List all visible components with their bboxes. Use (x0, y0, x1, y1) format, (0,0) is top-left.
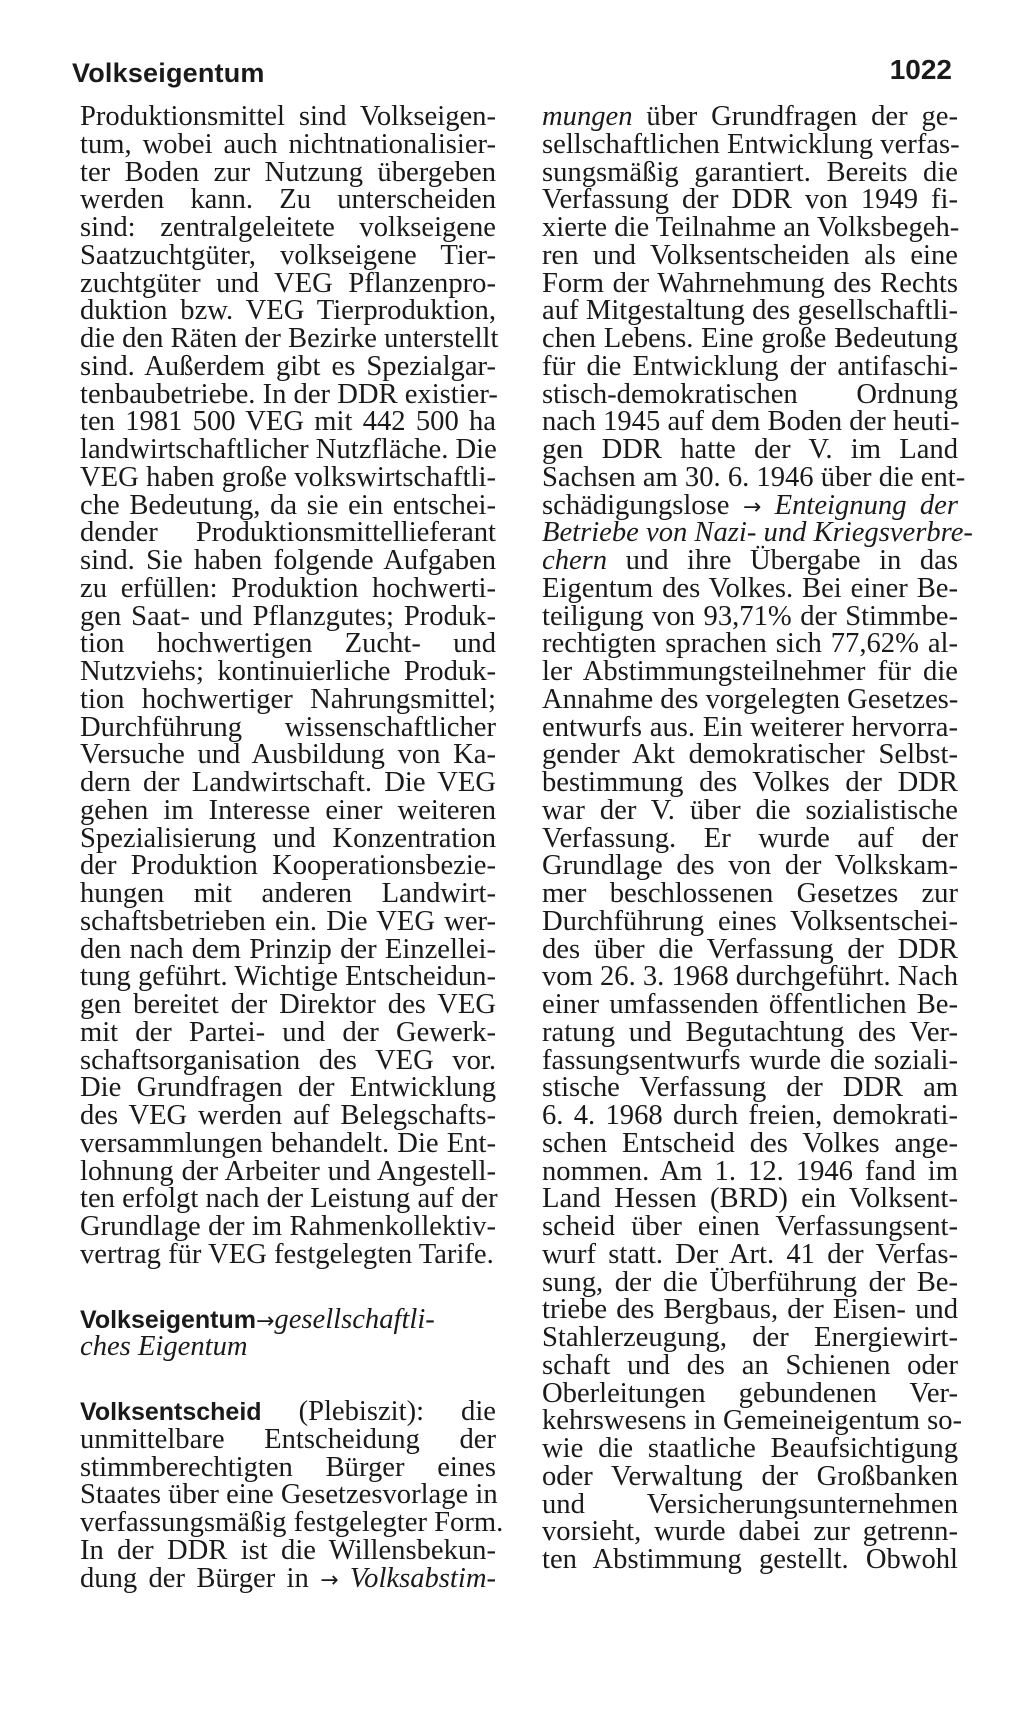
entry-gap (80, 1269, 496, 1306)
text-line: gehen im Interesse einer weiteren (80, 794, 496, 826)
text-line: teiligung von 93,71% der Stimmbe- (542, 600, 958, 632)
text-line: chen Lebens. Eine große Bedeutung (542, 323, 958, 354)
text-line: Versuche und Ausbildung von Ka- (80, 739, 496, 771)
left-column (80, 101, 504, 1594)
text-line: vorsieht, wurde dabei zur getrenn- (542, 1516, 958, 1548)
text-line: ten 1981 500 VEG mit 442 500 ha (80, 406, 496, 438)
headword: Volksentscheid (80, 1398, 262, 1426)
definition-text: dung der Bürger in (80, 1562, 321, 1594)
text-line: ren und Volksentscheiden als eine (542, 239, 958, 271)
text-line: dern der Landwirtschaft. Die VEG (80, 767, 496, 798)
cross-reference: gesellschaftli- (274, 1303, 435, 1335)
text-line: schaftsbetrieben ein. Die VEG wer- (80, 905, 496, 937)
text-line: Oberleitungen gebundenen Ver- (542, 1377, 958, 1409)
text-line: sungsmäßig garantiert. Bereits die (542, 156, 958, 188)
cross-reference: chern (542, 545, 608, 576)
cross-reference: Volksabstim- (338, 1562, 496, 1594)
text-line: nach 1945 auf dem Boden der heuti- (542, 406, 960, 438)
entry-gap (80, 1361, 496, 1398)
text-line: schaftsorganisation des VEG vor. (80, 1044, 496, 1076)
text-line: Spezialisierung und Konzentration (80, 822, 496, 854)
text-line: Land Hessen (BRD) ein Volksent- (542, 1183, 958, 1215)
cross-reference-arrow-icon: → (255, 1308, 275, 1334)
text-line: versammlungen behandelt. Die Ent- (80, 1127, 496, 1159)
text-line: stimmberechtigten Bürger eines (80, 1451, 496, 1483)
headword: Volkseigentum (80, 1305, 256, 1334)
text-line: Staates über eine Gesetzesvorlage in (80, 1479, 498, 1511)
text-line: tion hochwertigen Zucht- und (80, 628, 496, 660)
text-line: die den Räten der Bezirke unterstellt (80, 323, 499, 354)
text-line: kehrswesens in Gemeineigentum so- (542, 1405, 963, 1437)
text-line: Grundlage des von der Volkskam- (542, 850, 958, 882)
text-line: tung geführt. Wichtige Entscheidun- (80, 961, 497, 993)
text-line: Eigentum des Volkes. Bei einer Be- (542, 572, 958, 604)
text-line: vertrag für VEG festgelegten Tarife. (80, 1238, 494, 1270)
text-line: VEG haben große volkswirtschaftli- (80, 461, 496, 493)
text-line: schen Entscheid des Volkes ange- (542, 1127, 958, 1159)
text-line: sind. Außerdem gibt es Spezialgar- (80, 350, 496, 382)
text-line: 6. 4. 1968 durch freien, demokrati- (542, 1100, 958, 1131)
entry-volksentscheid (80, 1398, 496, 1426)
text-line: mit der Partei- und der Gewerk- (80, 1016, 496, 1048)
text-line: Form der Wahrnehmung des Rechts (542, 267, 958, 299)
text-line: entwurfs aus. Ein weiterer hervorra- (542, 711, 958, 743)
text-line: che Bedeutung, da sie ein entschei- (80, 489, 496, 521)
text-line: In der DDR ist die Willensbekun- (80, 1534, 496, 1566)
text-line: landwirtschaftlicher Nutzfläche. Die (80, 434, 497, 465)
text-line: werden kann. Zu unterscheiden (80, 184, 496, 216)
text-line: lohnung der Arbeiter und Angestell- (80, 1155, 496, 1187)
text-line: der Produktion Kooperationsbezie- (80, 850, 496, 882)
text-line: Durchführung eines Volksentschei- (542, 905, 958, 937)
text-line: des VEG werden auf Belegschafts- (80, 1100, 496, 1131)
cross-reference: Betriebe von Nazi- und Kriegsverbre- (542, 517, 973, 549)
text-line: tenbaubetriebe. In der DDR existier- (80, 378, 498, 410)
text-line: triebe des Bergbaus, der Eisen- und (542, 1294, 958, 1326)
text-line (542, 489, 958, 521)
text-line: sellschaftlichen Entwicklung verfas- (542, 128, 960, 160)
text-line: hungen mit anderen Landwirt- (80, 878, 496, 909)
text-line: war der V. über die sozialistische (542, 794, 958, 826)
text-line: vom 26. 3. 1968 durchgeführt. Nach (542, 961, 959, 993)
text-line: auf Mitgestaltung des gesellschaftli- (542, 295, 958, 327)
text-line: unmittelbare Entscheidung der (80, 1423, 496, 1455)
cross-reference-arrow-icon: → (320, 1567, 339, 1593)
text-line: tum, wobei auch nichtnationalisier- (80, 128, 496, 160)
text-line: Annahme des vorgelegten Gesetzes- (542, 683, 959, 715)
text-line: des über die Verfassung der DDR (542, 933, 958, 965)
text-line: bestimmung des Volkes der DDR (542, 767, 958, 798)
text-line: sind: zentralgeleitete volkseigene (80, 212, 496, 243)
definition-text: (Plebiszit): die (261, 1396, 496, 1427)
text-line: rechtigten sprachen sich 77,62% al- (542, 628, 958, 660)
running-head: Volkseigentum (72, 58, 265, 88)
text-line: duktion bzw. VEG Tierproduktion, (80, 295, 496, 327)
entry-volkseigentum (80, 1303, 496, 1335)
definition-text: schädigungslose (542, 489, 743, 521)
cross-reference: Enteignung der (761, 489, 958, 521)
text-line: Stahlerzeugung, der Energiewirt- (542, 1322, 958, 1353)
text-line: ratung und Begutachtung des Ver- (542, 1016, 958, 1048)
text-line: stische Verfassung der DDR am (542, 1072, 958, 1104)
text-line: verfassungsmäßig festgelegter Form. (80, 1507, 504, 1538)
text-line: gen DDR hatte der V. im Land (542, 434, 958, 465)
text-line: wie die staatliche Beaufsichtigung (542, 1433, 958, 1464)
text-line: ter Boden zur Nutzung übergeben (80, 156, 496, 188)
text-line: ler Abstimmungsteilnehmer für die (542, 656, 958, 687)
text-line: nommen. Am 1. 12. 1946 fand im (542, 1155, 958, 1187)
text-line: gen Saat- und Pflanzgutes; Produk- (80, 600, 496, 632)
text-line (542, 103, 958, 131)
text-line: schaft und des an Schienen oder (542, 1349, 958, 1381)
page-header (72, 54, 952, 98)
text-line: Die Grundfragen der Entwicklung (80, 1072, 496, 1104)
text-line: zu erfüllen: Produktion hochwerti- (80, 572, 496, 604)
text-line: wurf statt. Der Art. 41 der Verfas- (542, 1238, 958, 1270)
text-line: Verfassung. Er wurde auf der (542, 822, 958, 854)
text-line: gender Akt demokratischer Selbst- (542, 739, 958, 771)
text-line: für die Entwicklung der antifaschi- (542, 350, 958, 382)
definition-text: und ihre Übergabe in das (607, 545, 958, 576)
text-line: oder Verwaltung der Großbanken (542, 1460, 958, 1492)
text-line: den nach dem Prinzip der Einzellei- (80, 933, 496, 965)
text-line: Sachsen am 30. 6. 1946 über die ent- (542, 461, 966, 493)
text-line: Grundlage der im Rahmenkollektiv- (80, 1211, 496, 1242)
text-line: und Versicherungsunternehmen (542, 1488, 958, 1520)
text-line: ten erfolgt nach der Leistung auf der (80, 1183, 498, 1215)
text-line: gen bereitet der Direktor des VEG (80, 989, 496, 1020)
cross-reference: mungen (542, 101, 633, 132)
text-line: xierte die Teilnahme an Volksbegeh- (542, 212, 960, 243)
cross-reference: ches Eigentum (80, 1331, 248, 1363)
text-line: einer umfassenden öffentlichen Be- (542, 989, 958, 1020)
right-column (542, 101, 973, 1575)
text-line: Durchführung wissenschaftlicher (80, 711, 496, 743)
text-line: Nutzviehs; kontinuierliche Produk- (80, 656, 496, 687)
text-line: fassungsentwurfs wurde die soziali- (542, 1044, 958, 1076)
text-line: Verfassung der DDR von 1949 fi- (542, 184, 958, 216)
text-line: sind. Sie haben folgende Aufgaben (80, 545, 496, 576)
text-line: ten Abstimmung gestellt. Obwohl (542, 1544, 958, 1575)
text-line: mer beschlossenen Gesetzes zur (542, 878, 958, 909)
text-line: dender Produktionsmittellieferant (80, 517, 496, 549)
text-line: tion hochwertiger Nahrungsmittel; (80, 683, 496, 715)
page-number: 1022 (889, 54, 952, 85)
cross-reference-arrow-icon: → (742, 494, 762, 520)
text-line: sung, der die Überführung der Be- (542, 1266, 958, 1298)
text-line: scheid über einen Verfassungsent- (542, 1211, 958, 1242)
text-line (80, 1562, 496, 1594)
text-line: Produktionsmittel sind Volkseigen- (80, 101, 496, 132)
definition-text: über Grundfragen der ge- (632, 101, 958, 132)
text-line (542, 547, 958, 575)
text-line: stisch-demokratischen Ordnung (542, 378, 958, 410)
text-line: Saatzuchtgüter, volkseigene Tier- (80, 239, 496, 271)
text-line: zuchtgüter und VEG Pflanzenpro- (80, 267, 496, 299)
